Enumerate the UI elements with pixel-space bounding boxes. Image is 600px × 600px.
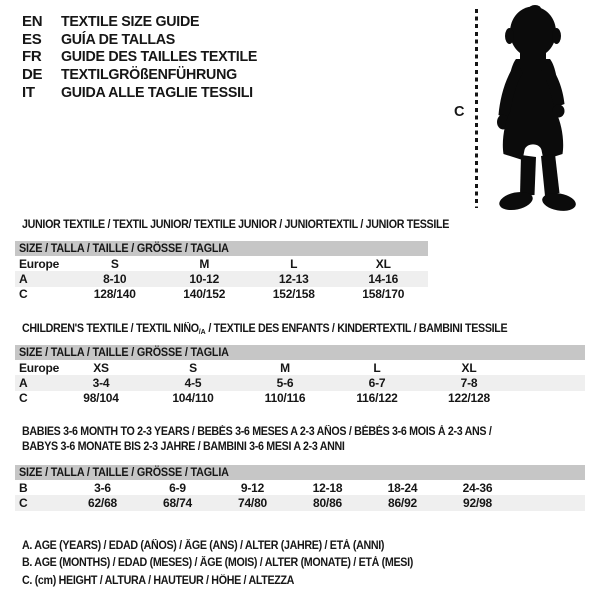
- section-title-part: CHILDREN'S TEXTILE / TEXTIL NIÑO: [22, 323, 199, 335]
- language-title: GUÍA DE TALLAS: [61, 30, 175, 48]
- table-header-row: [15, 360, 585, 375]
- table-cell: 6-9: [169, 480, 186, 495]
- column-header: S: [110, 256, 119, 271]
- section-title-junior: JUNIOR TEXTILE / TEXTIL JUNIOR/ TEXTILE JUNIOR / JUNIORTEXTIL / JUNIOR TESSILE: [22, 219, 450, 231]
- table-cell: 104/110: [172, 391, 214, 406]
- table-row-age: [15, 271, 428, 286]
- column-header: XS: [93, 360, 109, 375]
- language-title: TEXTILGRÖßENFÜHRUNG: [61, 66, 237, 84]
- language-code: IT: [22, 83, 35, 101]
- table-cell: 68/74: [162, 496, 193, 511]
- table-row-age-months: [15, 480, 585, 495]
- table-cell: 110/116: [264, 391, 306, 406]
- section-title-subscript: /A: [198, 327, 206, 336]
- language-row: [22, 48, 267, 66]
- language-title: GUIDE DES TAILLES TEXTILE: [61, 48, 258, 66]
- note-age-months: B. AGE (MONTHS) / EDAD (MESES) / ÂGE (MOIS) / ALTER (MONATE) / ETÀ (MESI): [22, 557, 413, 570]
- language-code: DE: [22, 66, 43, 84]
- size-header-text: SIZE / TALLA / TAILLE / GRÖSSE / TAGLIA: [19, 465, 229, 479]
- table-row-age: [15, 375, 585, 390]
- language-title-list: [22, 13, 267, 101]
- row-label: A: [19, 272, 28, 287]
- table-cell: 12-18: [312, 480, 343, 495]
- table-cell: 158/170: [362, 287, 405, 302]
- table-cell: 6-7: [368, 376, 386, 391]
- baby-silhouette-icon: [486, 5, 578, 212]
- section-title-babies: [22, 425, 492, 455]
- language-title: TEXTILE SIZE GUIDE: [61, 13, 200, 31]
- table-row-height: [15, 495, 585, 510]
- height-measure-dotted-line: [475, 9, 478, 208]
- size-header-text: SIZE / TALLA / TAILLE / GRÖSSE / TAGLIA: [19, 345, 229, 359]
- table-cell: 140/152: [183, 287, 226, 302]
- table-cell: 62/68: [87, 496, 118, 511]
- column-header: L: [290, 256, 298, 271]
- section-title-line1: BABIES 3-6 MONTH TO 2-3 YEARS / BEBÉS 3-6 MESES A 2-3 AÑOS / BÉBÉS 3-6 MOIS À 2-3 ANS /: [22, 426, 492, 438]
- section-title-line2: BABYS 3-6 MONATE BIS 2-3 JAHRE / BAMBINI 3-6 MESI A 2-3 ANNI: [22, 441, 345, 453]
- table-cell: 74/80: [237, 496, 268, 511]
- size-header-bar: [15, 465, 585, 480]
- column-header: S: [189, 360, 197, 375]
- table-cell: 7-8: [460, 376, 478, 391]
- table-cell: 86/92: [387, 496, 418, 511]
- table-cell: 80/86: [312, 496, 343, 511]
- table-cell: 152/158: [272, 287, 315, 302]
- row-label: C: [19, 287, 28, 302]
- table-header-row: [15, 256, 428, 271]
- column-header: M: [280, 360, 290, 375]
- section-title-children: [22, 322, 507, 339]
- language-code: FR: [22, 48, 42, 66]
- region-label: Europe: [19, 256, 60, 271]
- table-cell: 12-13: [278, 272, 309, 287]
- size-header-text: SIZE / TALLA / TAILLE / GRÖSSE / TAGLIA: [19, 241, 229, 255]
- column-header: XL: [461, 360, 477, 375]
- table-cell: 3-4: [92, 376, 110, 391]
- note-age-years: A. AGE (YEARS) / EDAD (AÑOS) / ÂGE (ANS) / ALTER (JAHRE) / ETÀ (ANNI): [22, 540, 385, 552]
- row-label: C: [19, 391, 28, 406]
- table-cell: 92/98: [462, 496, 493, 511]
- row-label: B: [19, 480, 28, 495]
- language-row: [22, 13, 267, 31]
- table-cell: 10-12: [189, 272, 220, 287]
- junior-size-table: [15, 241, 428, 302]
- region-label: Europe: [19, 360, 60, 375]
- table-cell: 3-6: [94, 480, 111, 495]
- language-title: GUIDA ALLE TAGLIE TESSILI: [61, 83, 253, 101]
- table-cell: 98/104: [83, 391, 119, 406]
- language-code: EN: [22, 13, 43, 31]
- note-height-cm: C. (cm) HEIGHT / ALTURA / HAUTEUR / HÖHE / ALTEZZA: [22, 574, 295, 587]
- height-measure-label: C: [454, 104, 465, 120]
- table-cell: 9-12: [240, 480, 265, 495]
- language-row: [22, 83, 267, 101]
- language-row: [22, 66, 267, 84]
- size-header-bar: [15, 345, 585, 360]
- table-cell: 116/122: [356, 391, 398, 406]
- table-cell: 18-24: [387, 480, 418, 495]
- table-cell: 14-16: [368, 272, 399, 287]
- table-cell: 4-5: [184, 376, 202, 391]
- row-label: C: [19, 496, 28, 511]
- table-row-height: [15, 287, 428, 302]
- language-row: [22, 31, 267, 49]
- row-label: A: [19, 376, 28, 391]
- table-cell: 128/140: [93, 287, 136, 302]
- table-cell: 8-10: [103, 272, 127, 287]
- table-cell: 24-36: [462, 480, 493, 495]
- table-cell: 5-6: [276, 376, 294, 391]
- language-code: ES: [22, 30, 42, 48]
- table-row-height: [15, 391, 585, 406]
- legend-notes: [22, 538, 442, 590]
- column-header: M: [199, 256, 210, 271]
- size-header-bar: [15, 241, 428, 256]
- table-cell: 122/128: [448, 391, 490, 406]
- column-header: XL: [375, 256, 391, 271]
- babies-size-table: [15, 465, 585, 511]
- section-title-part: / TEXTILE DES ENFANTS / KINDERTEXTIL / BAMBINI TESSILE: [205, 323, 508, 335]
- column-header: L: [373, 360, 381, 375]
- children-size-table: [15, 345, 585, 406]
